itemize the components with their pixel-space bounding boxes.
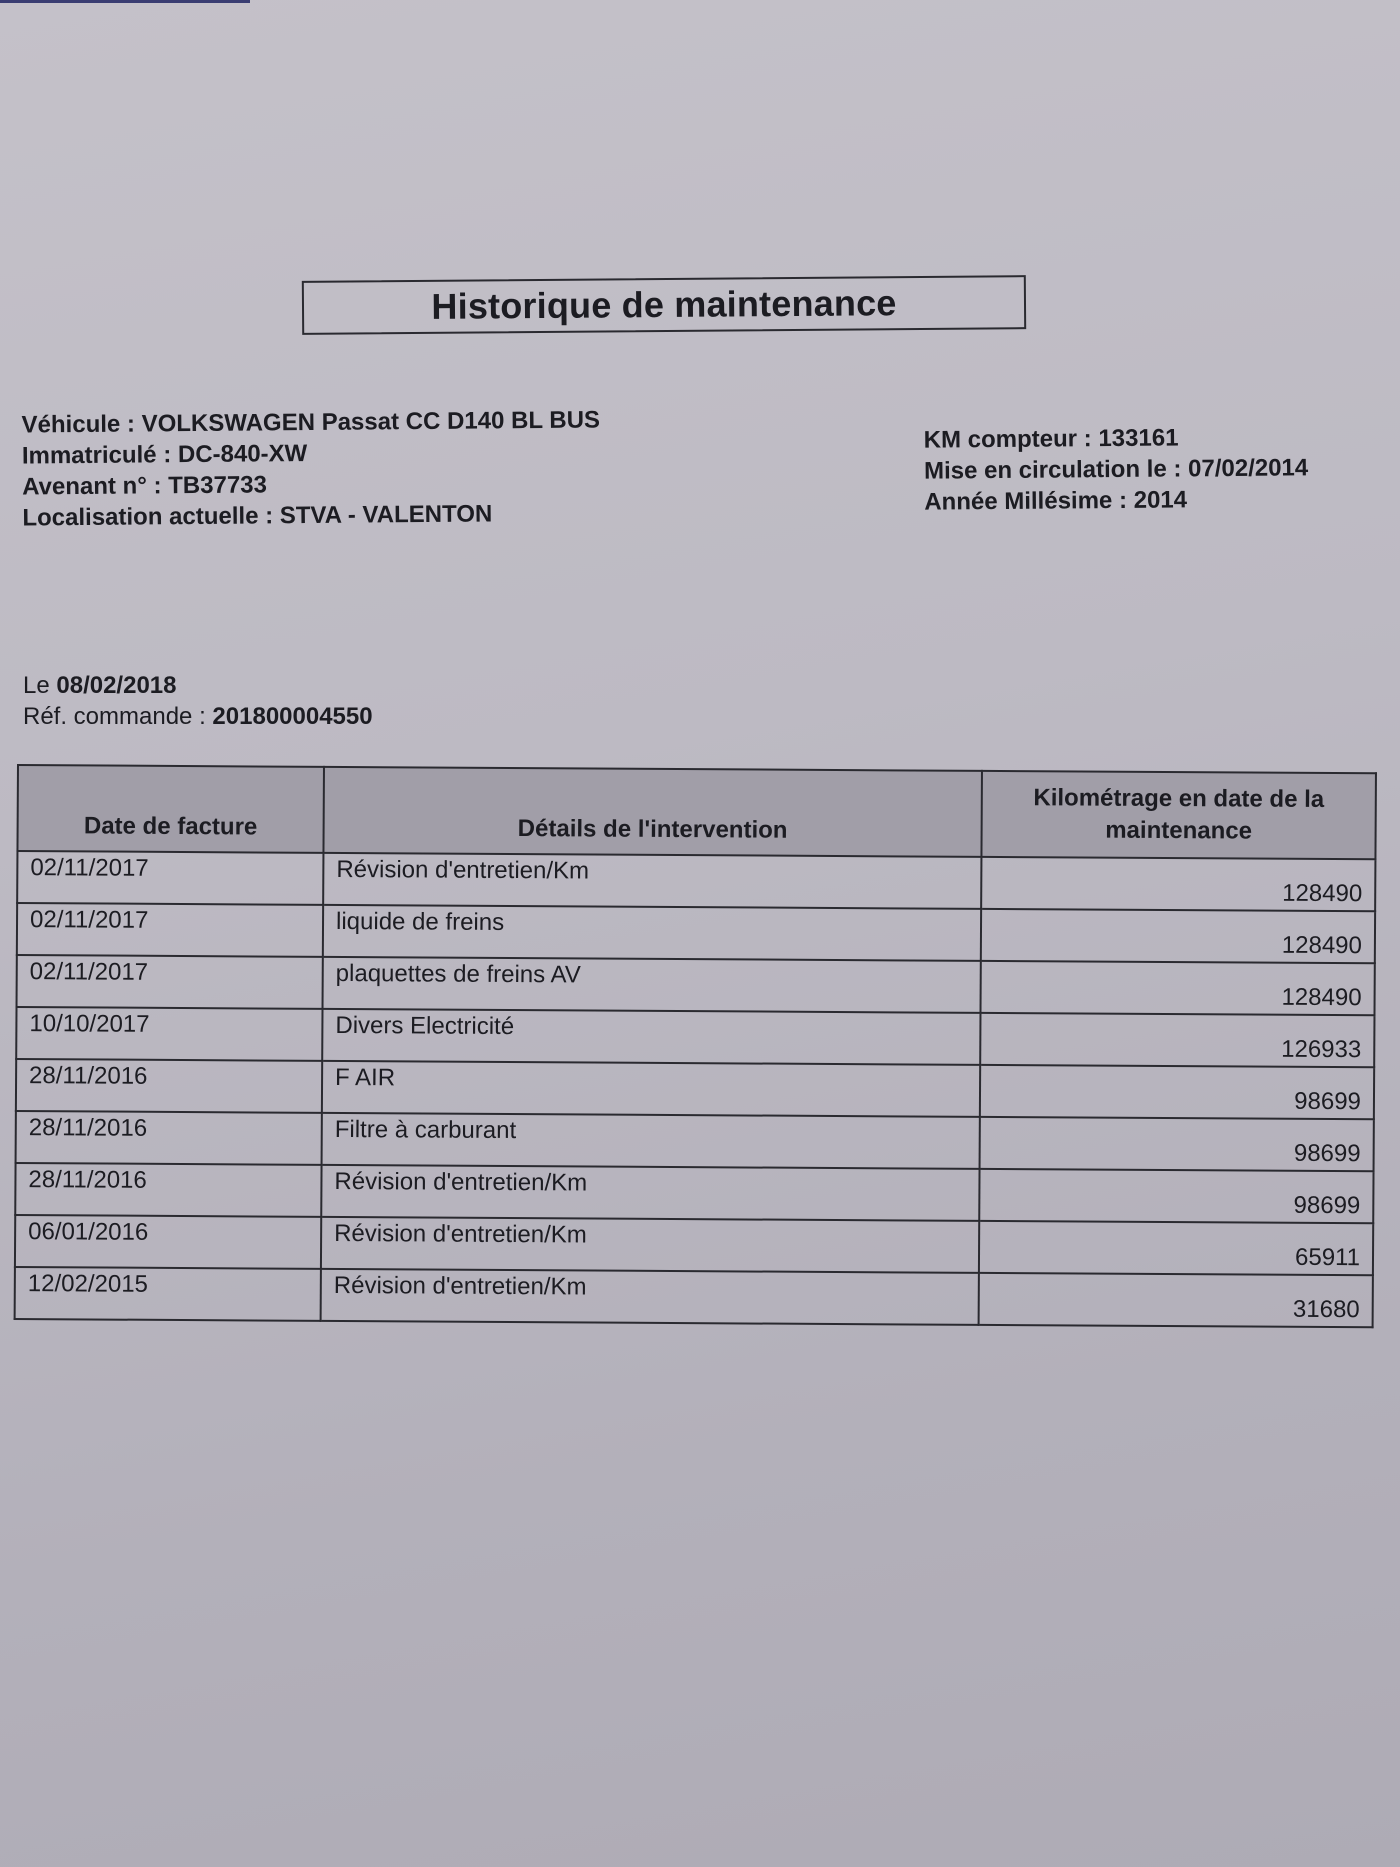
maintenance-table-container (14, 764, 1377, 1328)
table-row (17, 903, 1375, 963)
order-date-value: 08/02/2018 (56, 672, 177, 699)
table-row (16, 1059, 1374, 1119)
cell-date: 28/11/2016 (15, 1163, 321, 1217)
title-box (302, 275, 1026, 335)
order-info-block (23, 670, 373, 732)
cell-details: Révision d'entretien/Km (321, 1165, 979, 1221)
header-mileage-line1: Kilométrage en date de la (1033, 784, 1325, 813)
cell-km: 65911 (979, 1221, 1373, 1275)
cell-details: Révision d'entretien/Km (321, 1217, 979, 1273)
cell-km: 128490 (981, 857, 1375, 911)
cell-date: 12/02/2015 (15, 1267, 321, 1321)
cell-details: Révision d'entretien/Km (321, 1269, 979, 1325)
cell-km: 98699 (980, 1117, 1374, 1171)
vehicle-line: Véhicule : VOLKSWAGEN Passat CC D140 BL BUS (21, 406, 601, 439)
table-row (17, 955, 1375, 1015)
registration-line: Immatriculé : DC-840-XW (21, 440, 308, 470)
cell-km: 126933 (980, 1013, 1374, 1067)
cell-details: F AIR (322, 1061, 980, 1117)
page-edge-mark (0, 0, 250, 3)
location-line: Localisation actuelle : STVA - VALENTON (22, 500, 493, 532)
table-row (15, 1267, 1373, 1327)
order-ref-value: 201800004550 (212, 703, 373, 730)
cell-date: 02/11/2017 (17, 851, 323, 905)
cell-km: 128490 (980, 961, 1374, 1015)
header-invoice-date: Date de facture (17, 765, 324, 853)
cell-date: 28/11/2016 (16, 1111, 322, 1165)
vehicle-info-block (21, 404, 600, 533)
cell-date: 06/01/2016 (15, 1215, 321, 1269)
cell-km: 31680 (979, 1273, 1373, 1327)
maintenance-table (14, 764, 1377, 1328)
cell-details: plaquettes de freins AV (323, 957, 981, 1013)
table-row (17, 851, 1375, 911)
order-ref-label: Réf. commande : (23, 703, 206, 730)
order-ref-line (23, 701, 373, 732)
table-row (16, 1007, 1374, 1067)
cell-km: 98699 (979, 1169, 1373, 1223)
order-date-line (23, 670, 373, 701)
table-row (15, 1215, 1373, 1275)
table-row (16, 1111, 1374, 1171)
cell-date: 10/10/2017 (16, 1007, 322, 1061)
cell-km: 98699 (980, 1065, 1374, 1119)
document-title: Historique de maintenance (431, 282, 897, 327)
registration-date-line: Mise en circulation le : 07/02/2014 (923, 454, 1309, 485)
model-year-line: Année Millésime : 2014 (924, 486, 1188, 516)
header-mileage-line2: maintenance (1105, 816, 1253, 845)
table-header-row (17, 765, 1376, 859)
header-mileage (981, 771, 1376, 859)
header-intervention-details: Détails de l'intervention (323, 767, 982, 857)
table-row (15, 1163, 1373, 1223)
cell-date: 02/11/2017 (17, 955, 323, 1009)
cell-date: 28/11/2016 (16, 1059, 322, 1113)
order-date-label: Le (23, 672, 50, 699)
cell-details: Filtre à carburant (322, 1113, 980, 1169)
cell-date: 02/11/2017 (17, 903, 323, 957)
km-counter-line: KM compteur : 133161 (923, 424, 1179, 454)
amendment-line: Avenant n° : TB37733 (22, 471, 268, 501)
cell-km: 128490 (981, 909, 1375, 963)
cell-details: Révision d'entretien/Km (323, 853, 981, 909)
cell-details: liquide de freins (323, 905, 981, 961)
cell-details: Divers Electricité (322, 1009, 980, 1065)
counter-info-block (924, 421, 1309, 517)
